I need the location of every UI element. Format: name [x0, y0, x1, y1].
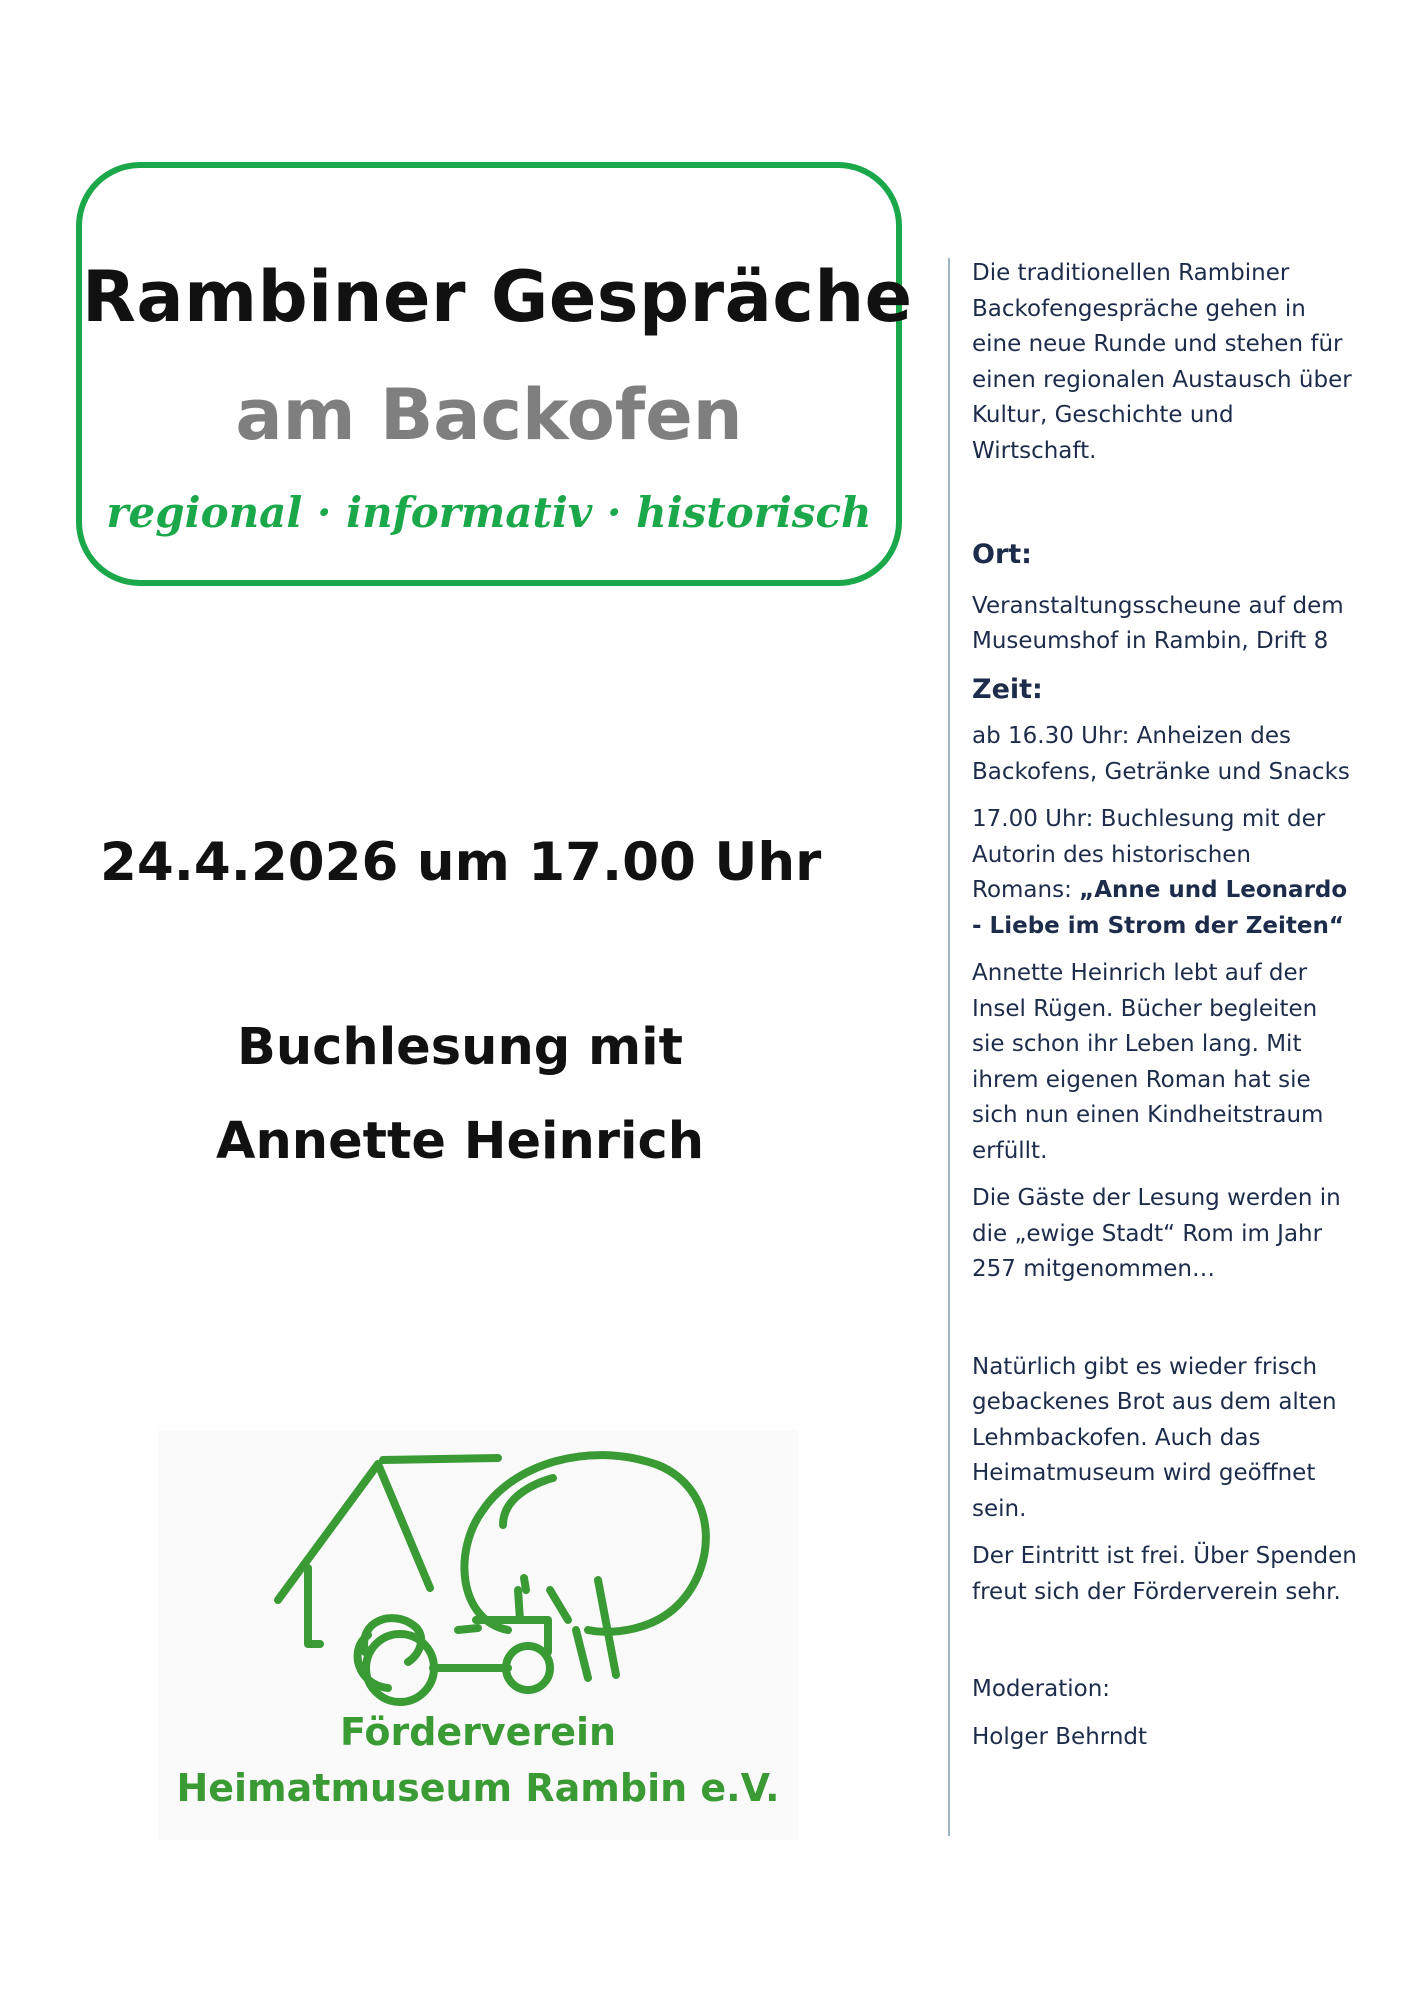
zeit-schedule-2-prefix: 17.00 Uhr: Buchlesung mit der Autorin des historischen Romans: [972, 806, 1326, 903]
foerderverein-logo [158, 1430, 798, 1840]
zeit-heading: Zeit: [972, 673, 1043, 705]
event-reading-line1: Buchlesung mit [236, 1018, 684, 1077]
logo-text-line2: Heimatmuseum Rambin e.V. [176, 1766, 780, 1810]
event-series-tagline: regional · informativ · historisch [106, 488, 872, 537]
logo-drawing-icon [158, 1430, 798, 1710]
moderation-label: Moderation: [972, 1676, 1111, 1702]
event-series-subtitle: am Backofen [235, 374, 743, 456]
event-series-title: Rambiner Gespräche [82, 256, 913, 338]
bread-description: Natürlich gibt es wieder frisch gebackenes Brot aus dem alten Lehmbackofen. Auch das Heimatmuseum wird geöffnet sein. [972, 1353, 1337, 1522]
title-box [76, 162, 913, 586]
author-description: Annette Heinrich lebt auf der Insel Rügen. Bücher begleiten sie schon ihr Leben lang. Mit ihrem eigenen Roman hat sie sich nun einen Kindheitstraum erfüllt. [972, 960, 1324, 1164]
guests-description: Die Gäste der Lesung werden in die „ewige Stadt“ Rom im Jahr 257 mitgenommen… [972, 1185, 1341, 1282]
book-title: „Anne und Leonardo - Liebe im Strom der Zeiten“ [972, 877, 1348, 939]
logo-text-line1: Förderverein [339, 1710, 617, 1754]
zeit-schedule-2 [972, 802, 1357, 944]
intro-text: Die traditionellen Rambiner Backofengespräche gehen in eine neue Runde und stehen für einen regionalen Austausch über Kultur, Geschichte und Wirtschaft. [972, 260, 1352, 464]
event-reading-line2: Annette Heinrich [215, 1112, 704, 1171]
event-date-time: 24.4.2026 um 17.00 Uhr [100, 832, 822, 893]
zeit-schedule-1: ab 16.30 Uhr: Anheizen des Backofens, Getränke und Snacks [972, 723, 1350, 785]
column-divider [948, 258, 950, 1836]
entry-description: Der Eintritt ist frei. Über Spenden freut sich der Förderverein sehr. [972, 1543, 1357, 1605]
moderator-name: Holger Behrndt [972, 1723, 1148, 1750]
event-details-column [972, 256, 1357, 1755]
ort-text: Veranstaltungsscheune auf dem Museumshof in Rambin, Drift 8 [972, 592, 1344, 654]
ort-heading: Ort: [972, 539, 1032, 570]
